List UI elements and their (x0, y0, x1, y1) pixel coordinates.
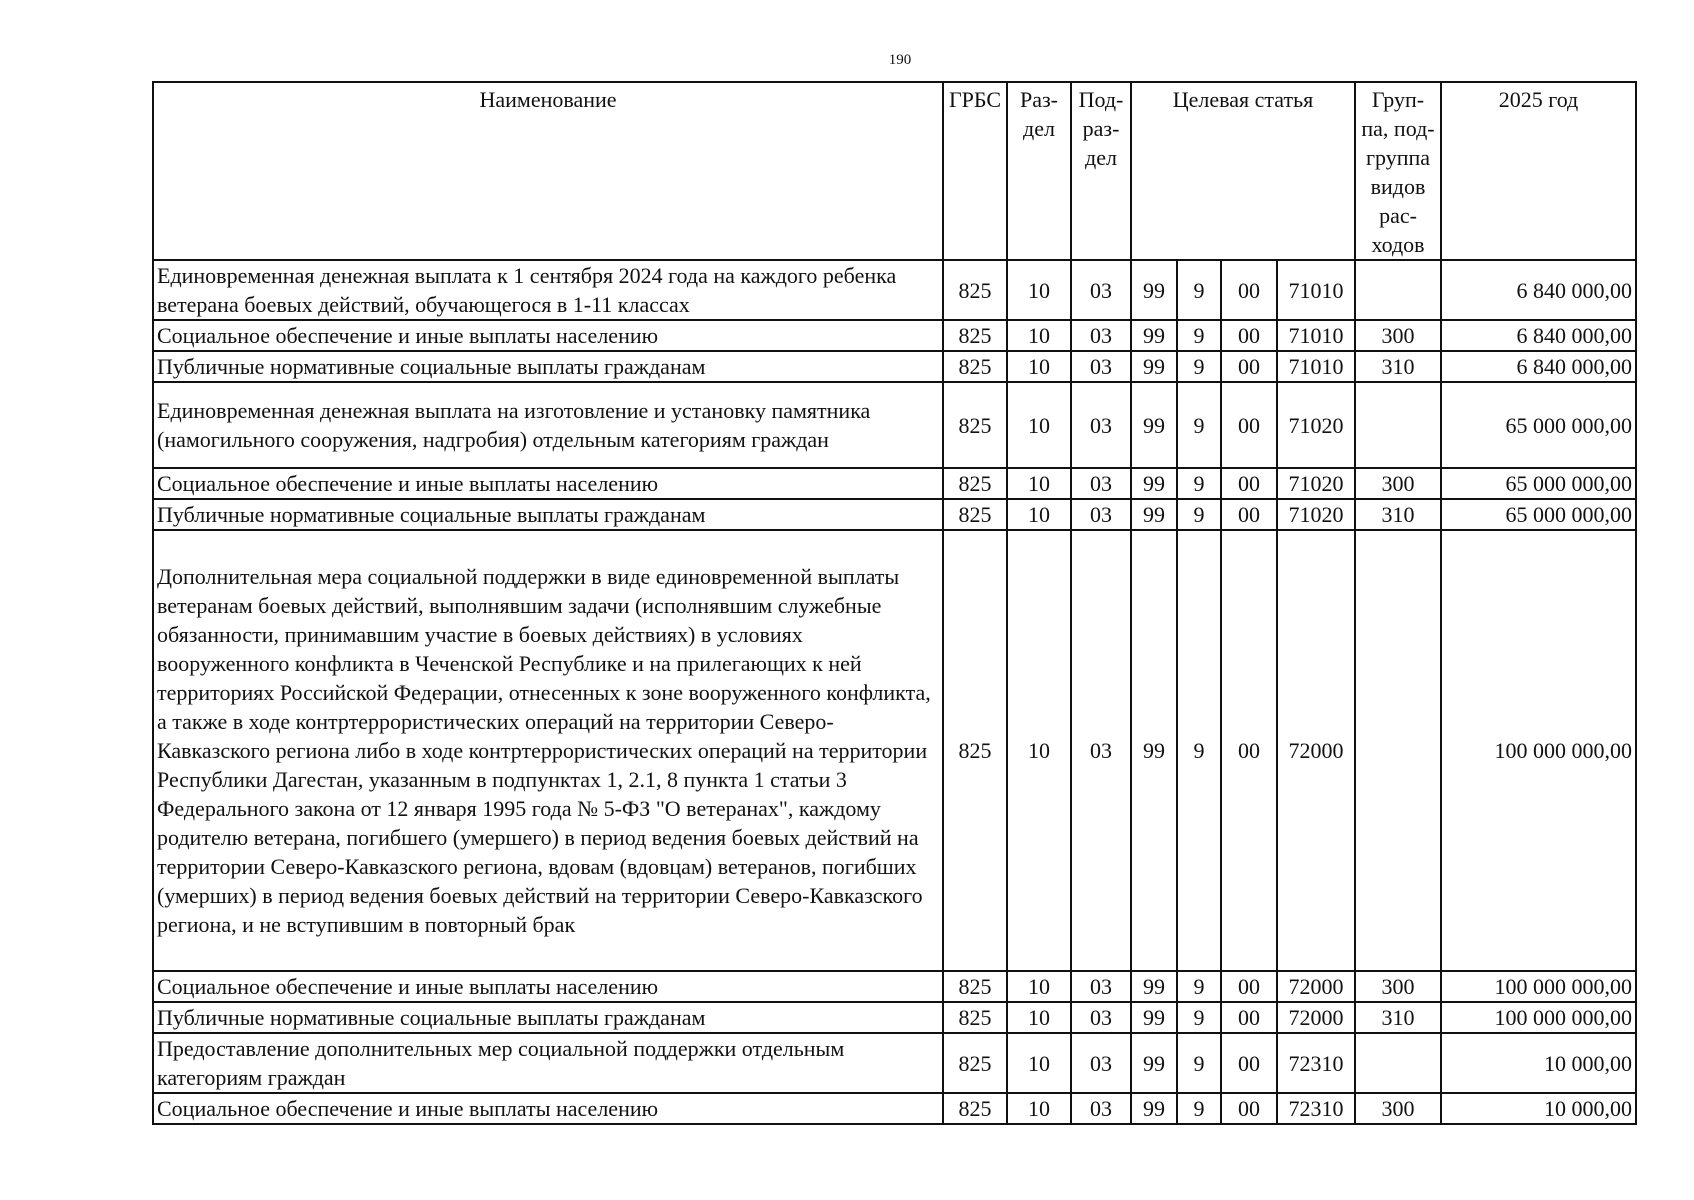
cell-rz: 10 (1007, 971, 1071, 1002)
cell-t4: 72310 (1277, 1093, 1355, 1124)
cell-t1: 99 (1131, 320, 1177, 351)
cell-pr: 03 (1071, 499, 1131, 530)
cell-name: Дополнительная мера социальной поддержки в виде единовременной выплаты ветеранам боевых действий, выполнявшим задачи (исполнявшим служебные обязанности, принимавшим участие в боевых действиях) в условиях вооруженного конфликта в Чеченской Республике и на прилегающих к ней территориях Российской Федерации, отнесенных к зоне вооруженного конфликта, а также в ходе контртеррористических операций на территории Северо-Кавказского региона либо в ходе контртеррористических операций на территории Республики Дагестан, указанным в подпунктах 1, 2.1, 8 пункта 1 статьи 3 Федерального закона от 12 января 1995 года № 5-ФЗ "О ветеранах", каждому родителю ветерана, погибшего (умершего) в период ведения боевых действий на территории Северо-Кавказского региона, вдовам (вдовцам) ветеранов, погибших (умерших) в период ведения боевых действий на территории Северо-Кавказского региона, и не вступившим в повторный брак (153, 530, 943, 971)
cell-grbs: 825 (943, 530, 1007, 971)
table-row (153, 1033, 1636, 1093)
cell-t2: 9 (1177, 1033, 1221, 1093)
cell-t1: 99 (1131, 1002, 1177, 1033)
cell-t3: 00 (1221, 530, 1277, 971)
cell-sum: 65 000 000,00 (1441, 382, 1636, 468)
cell-sum: 65 000 000,00 (1441, 499, 1636, 530)
cell-pr: 03 (1071, 320, 1131, 351)
cell-grbs: 825 (943, 971, 1007, 1002)
cell-t3: 00 (1221, 382, 1277, 468)
cell-grbs: 825 (943, 1002, 1007, 1033)
cell-rz: 10 (1007, 320, 1071, 351)
cell-t4: 72000 (1277, 1002, 1355, 1033)
cell-vr (1355, 530, 1441, 971)
table-row (153, 382, 1636, 468)
cell-t2: 9 (1177, 351, 1221, 382)
cell-t2: 9 (1177, 260, 1221, 320)
cell-pr: 03 (1071, 260, 1131, 320)
cell-vr: 310 (1355, 499, 1441, 530)
table-row (153, 320, 1636, 351)
cell-name: Социальное обеспечение и иные выплаты населению (153, 1093, 943, 1124)
cell-t2: 9 (1177, 320, 1221, 351)
cell-t2: 9 (1177, 499, 1221, 530)
table-row (153, 530, 1636, 971)
cell-t4: 72000 (1277, 971, 1355, 1002)
cell-sum: 10 000,00 (1441, 1033, 1636, 1093)
cell-t1: 99 (1131, 530, 1177, 971)
cell-t4: 71020 (1277, 468, 1355, 499)
cell-name: Социальное обеспечение и иные выплаты населению (153, 320, 943, 351)
cell-grbs: 825 (943, 320, 1007, 351)
cell-name: Предоставление дополнительных мер социальной поддержки отдельным категориям граждан (153, 1033, 943, 1093)
cell-pr: 03 (1071, 530, 1131, 971)
cell-grbs: 825 (943, 468, 1007, 499)
cell-name: Публичные нормативные социальные выплаты гражданам (153, 1002, 943, 1033)
cell-sum: 100 000 000,00 (1441, 530, 1636, 971)
cell-name: Социальное обеспечение и иные выплаты населению (153, 468, 943, 499)
cell-vr: 310 (1355, 351, 1441, 382)
cell-t3: 00 (1221, 351, 1277, 382)
cell-t3: 00 (1221, 971, 1277, 1002)
cell-vr: 300 (1355, 320, 1441, 351)
cell-sum: 100 000 000,00 (1441, 1002, 1636, 1033)
cell-t3: 00 (1221, 468, 1277, 499)
cell-rz: 10 (1007, 530, 1071, 971)
cell-sum: 100 000 000,00 (1441, 971, 1636, 1002)
cell-pr: 03 (1071, 1093, 1131, 1124)
cell-t2: 9 (1177, 971, 1221, 1002)
cell-vr: 310 (1355, 1002, 1441, 1033)
cell-t4: 71020 (1277, 499, 1355, 530)
cell-vr: 300 (1355, 468, 1441, 499)
cell-pr: 03 (1071, 1002, 1131, 1033)
cell-t4: 71010 (1277, 260, 1355, 320)
table-header-row (153, 82, 1636, 260)
header-target-article: Целевая статья (1131, 82, 1355, 260)
cell-t2: 9 (1177, 468, 1221, 499)
cell-t3: 00 (1221, 1033, 1277, 1093)
cell-t1: 99 (1131, 260, 1177, 320)
table-row (153, 1093, 1636, 1124)
header-podrazdel: Под- раз- дел (1071, 82, 1131, 260)
cell-t4: 72000 (1277, 530, 1355, 971)
cell-rz: 10 (1007, 260, 1071, 320)
cell-name: Единовременная денежная выплата на изготовление и установку памятника (намогильного сооружения, надгробия) отдельным категориям граждан (153, 382, 943, 468)
cell-rz: 10 (1007, 351, 1071, 382)
table-row (153, 468, 1636, 499)
cell-t1: 99 (1131, 971, 1177, 1002)
cell-t1: 99 (1131, 468, 1177, 499)
cell-sum: 10 000,00 (1441, 1093, 1636, 1124)
cell-t1: 99 (1131, 351, 1177, 382)
cell-grbs: 825 (943, 382, 1007, 468)
cell-rz: 10 (1007, 1033, 1071, 1093)
cell-pr: 03 (1071, 468, 1131, 499)
cell-t1: 99 (1131, 1093, 1177, 1124)
header-razdel: Раз- дел (1007, 82, 1071, 260)
cell-sum: 6 840 000,00 (1441, 320, 1636, 351)
cell-grbs: 825 (943, 1093, 1007, 1124)
cell-rz: 10 (1007, 468, 1071, 499)
header-name: Наименование (153, 82, 943, 260)
cell-t3: 00 (1221, 320, 1277, 351)
cell-grbs: 825 (943, 1033, 1007, 1093)
table-row (153, 971, 1636, 1002)
page-number: 190 (888, 52, 912, 68)
cell-pr: 03 (1071, 351, 1131, 382)
cell-t4: 72310 (1277, 1033, 1355, 1093)
cell-t1: 99 (1131, 1033, 1177, 1093)
cell-grbs: 825 (943, 499, 1007, 530)
cell-rz: 10 (1007, 1002, 1071, 1033)
cell-name: Социальное обеспечение и иные выплаты населению (153, 971, 943, 1002)
cell-vr (1355, 1033, 1441, 1093)
cell-name: Публичные нормативные социальные выплаты гражданам (153, 351, 943, 382)
cell-t1: 99 (1131, 499, 1177, 530)
cell-rz: 10 (1007, 382, 1071, 468)
budget-table (152, 81, 1637, 1125)
cell-grbs: 825 (943, 351, 1007, 382)
cell-t3: 00 (1221, 499, 1277, 530)
cell-rz: 10 (1007, 1093, 1071, 1124)
cell-t3: 00 (1221, 260, 1277, 320)
table-row (153, 351, 1636, 382)
cell-t3: 00 (1221, 1093, 1277, 1124)
cell-t1: 99 (1131, 382, 1177, 468)
cell-pr: 03 (1071, 971, 1131, 1002)
header-year-2025: 2025 год (1441, 82, 1636, 260)
cell-vr (1355, 260, 1441, 320)
cell-t2: 9 (1177, 1002, 1221, 1033)
cell-vr: 300 (1355, 971, 1441, 1002)
cell-t2: 9 (1177, 382, 1221, 468)
cell-sum: 6 840 000,00 (1441, 351, 1636, 382)
cell-pr: 03 (1071, 382, 1131, 468)
cell-grbs: 825 (943, 260, 1007, 320)
cell-t4: 71010 (1277, 320, 1355, 351)
cell-pr: 03 (1071, 1033, 1131, 1093)
table-row (153, 260, 1636, 320)
cell-vr (1355, 382, 1441, 468)
header-expense-group: Груп- па, под- группа видов рас- ходов (1355, 82, 1441, 260)
table-row (153, 1002, 1636, 1033)
cell-sum: 65 000 000,00 (1441, 468, 1636, 499)
table-row (153, 499, 1636, 530)
cell-t4: 71010 (1277, 351, 1355, 382)
cell-sum: 6 840 000,00 (1441, 260, 1636, 320)
cell-vr: 300 (1355, 1093, 1441, 1124)
cell-t2: 9 (1177, 530, 1221, 971)
cell-t3: 00 (1221, 1002, 1277, 1033)
header-grbs: ГРБС (943, 82, 1007, 260)
cell-name: Единовременная денежная выплата к 1 сентября 2024 года на каждого ребенка ветерана боевых действий, обучающегося в 1-11 классах (153, 260, 943, 320)
cell-name: Публичные нормативные социальные выплаты гражданам (153, 499, 943, 530)
cell-rz: 10 (1007, 499, 1071, 530)
cell-t2: 9 (1177, 1093, 1221, 1124)
cell-t4: 71020 (1277, 382, 1355, 468)
